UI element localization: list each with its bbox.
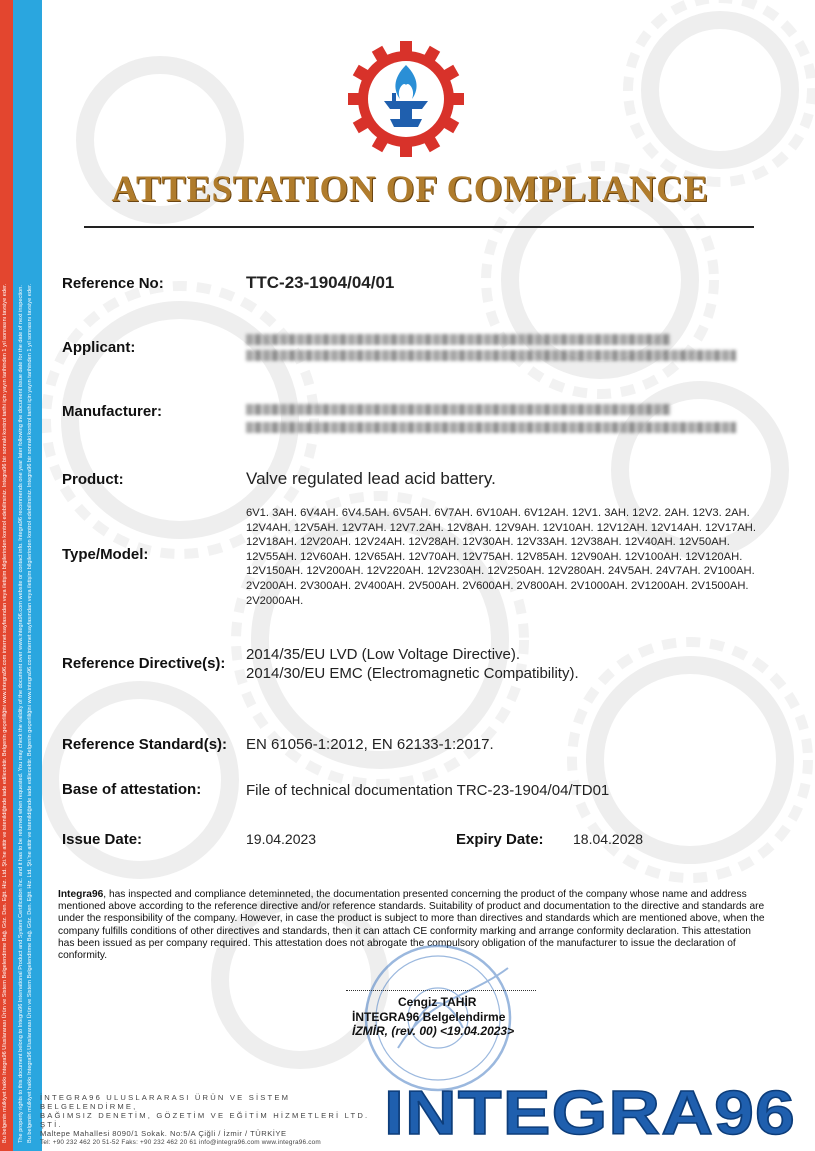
applicant-name-redacted	[246, 334, 671, 345]
base-of-attestation-value: File of technical documentation TRC-23-1904/04/TD01	[246, 782, 610, 799]
manufacturer-name-redacted	[246, 404, 671, 415]
manufacturer-address-redacted	[246, 422, 736, 433]
signature-line	[346, 990, 536, 991]
expiry-date-value: 18.04.2028	[573, 831, 644, 847]
product-value: Valve regulated lead acid battery.	[246, 469, 496, 488]
statement-brand: Integra96	[58, 889, 104, 900]
applicant-label: Applicant:	[62, 339, 136, 356]
wordmark-text: INTEGRA96	[384, 1079, 796, 1148]
directive-lvd: 2014/35/EU LVD (Low Voltage Directive).	[246, 646, 521, 663]
title-divider	[84, 226, 754, 228]
side-text-turkish-2: Bu belgenin mülkiyet hakkı Integra96 Uluslararası Ürün ve Sistem Belgelendirme Bağ. Göz. Den. Eğit. Hiz. Ltd. Şti.'ne aittir ve istenildiğinde iade edilecektir. Belgenin geçerliliğini www.integra96.com internet sayfasından veya iletişim bilgilerinden kontrol edebilirsiniz. Integra96 bir sonraki kontrol tarihi için yayın tarihinden 1 yıl sonrasını tavsiye eder.	[27, 283, 33, 1143]
type-model-label: Type/Model:	[62, 546, 149, 563]
signatory-place-date: İZMİR, (rev. 00) <19.04.2023>	[352, 1024, 515, 1038]
footer-line-2: BAĞIMSIZ DENETİM, GÖZETİM VE EĞİTİM HİZMETLERİ LTD. ŞTİ.	[40, 1111, 370, 1129]
reference-no-label: Reference No:	[62, 275, 164, 292]
base-of-attestation-label: Base of attestation:	[62, 781, 202, 798]
manufacturer-label: Manufacturer:	[62, 403, 163, 420]
side-text-turkish: Bu belgenin mülkiyet hakkı Integra96 Uluslararası Ürün ve Sistem Belgelendirme Bağ. Göz. Den. Eğit. Hiz. Ltd. Şti.'ne aittir ve istenildiğinde iade edilecektir. Belgenin geçerliliğini www.integra96.com internet sayfasından veya iletişim bilgilerinden kontrol edebilirsiniz. Integra96 bir sonraki kontrol tarihi için yayın tarihinden 1 yıl sonrasını tavsiye eder.	[2, 283, 8, 1143]
integra96-emblem-logo	[347, 40, 465, 158]
standards-label: Reference Standard(s):	[62, 736, 228, 753]
issue-date-value: 19.04.2023	[246, 831, 317, 847]
integra96-wordmark-logo	[384, 1072, 804, 1148]
type-model-value: 6V1. 3AH. 6V4AH. 6V4.5AH. 6V5AH. 6V7AH. 6V10AH. 6V12AH. 12V1. 3AH. 12V2. 2AH. 12V3. 2AH. 12V4AH. 12V5AH. 12V7AH. 12V7.2AH. 12V8AH. 12V9AH. 12V10AH. 12V12AH. 12V14AH. 12V17AH. 12V18AH. 12V20AH. 12V24AH. 12V28AH. 12V30AH. 12V33AH. 12V38AH. 12V40AH. 12V50AH. 12V55AH. 12V60AH. 12V65AH. 12V70AH. 12V75AH. 12V85AH. 12V90AH. 12V100AH. 12V120AH. 12V150AH. 12V200AH. 12V220AH. 12V230AH. 12V250AH. 12V280AH. 24V5AH. 24V7AH. 2V100AH. 2V200AH. 2V300AH. 2V400AH. 2V500AH. 2V600AH. 2V800AH. 2V1000AH. 2V1200AH. 2V1500AH. 2V2000AH.	[246, 507, 756, 607]
footer-line-1: İNTEGRA96 ULUSLARARASI ÜRÜN VE SİSTEM BELGELENDİRME,	[40, 1093, 291, 1111]
side-text-english: The property rights to this document belong to Integra96 International Product and System Certification Inc. and it has to be returned when requested. You may check the validity of the document over www.integra96.com website or contact info. Integra96 recommends one year later following the document issue date for the date of next inspection.	[18, 285, 24, 1143]
signatory-name: Cengiz TAHİR	[398, 995, 477, 1009]
footer-line-4: Tel: +90 232 462 20 51-52 Faks: +90 232 462 20 61 info@integra96.com www.integra96.com	[40, 1139, 321, 1146]
footer-line-3: Maltepe Mahallesi 8090/1 Sokak. No:5/A Çiğli / İzmir / TÜRKİYE	[40, 1129, 287, 1138]
side-strip	[0, 0, 42, 1151]
signatory-org: İNTEGRA96 Belgelendirme	[352, 1009, 506, 1024]
issue-date-label: Issue Date:	[62, 831, 143, 848]
standards-value: EN 61056-1:2012, EN 62133-1:2017.	[246, 736, 494, 753]
directive-emc: 2014/30/EU EMC (Electromagnetic Compatibility).	[246, 665, 579, 682]
applicant-address-redacted	[246, 350, 736, 361]
expiry-date-label: Expiry Date:	[456, 831, 544, 848]
signature-block	[352, 995, 602, 1039]
reference-no-value: TTC-23-1904/04/01	[246, 273, 395, 292]
document-title: ATTESTATION OF COMPLIANCE	[111, 169, 709, 210]
product-label: Product:	[62, 471, 124, 488]
statement-text: , has inspected and compliance deteminneted, the documentation presented concerning the product of the company whose name and address mentioned above according to the reference directive and/or reference standards. Suitability of product and documentation to the directive and standards are under the responsibility of the company. However, in case the product is subject to more than directives and standards which are mentioned above, when the company fulfills conditions of other directives and standards, then it can attach CE conformity marking and arrange conformity declaration. This attestation has been issued as per company required. This attestation does not abrogate the compulsory obligation of the manufacturer to issue the declaration of conformity.	[58, 889, 765, 962]
footer-company-info	[40, 1093, 380, 1147]
directives-label: Reference Directive(s):	[62, 655, 226, 672]
